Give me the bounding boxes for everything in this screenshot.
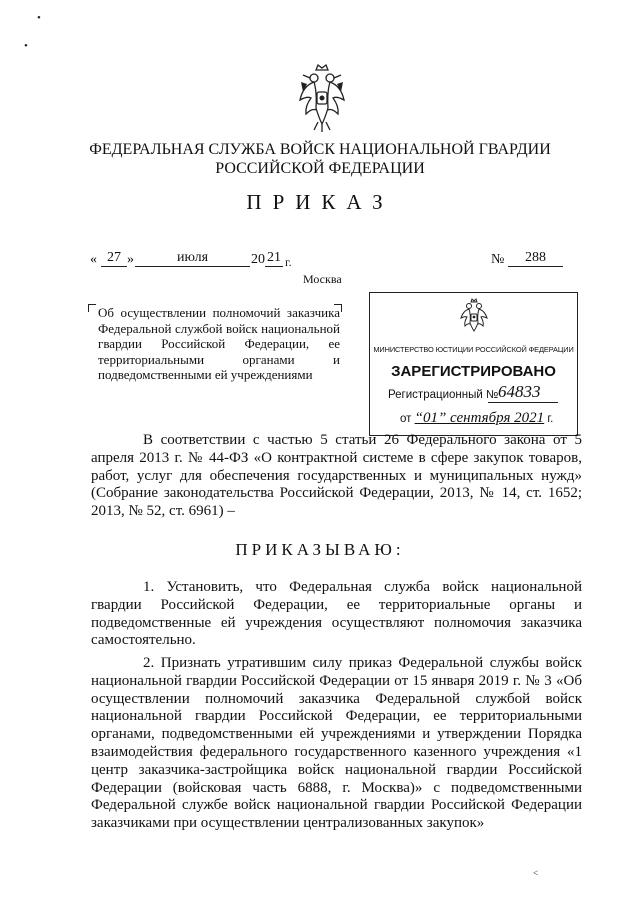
- stamp-date-suffix: г.: [547, 413, 554, 425]
- stamp-ministry: МИНИСТЕРСТВО ЮСТИЦИИ РОССИЙСКОЙ ФЕДЕРАЦИИ: [373, 345, 574, 354]
- stamp-regno-underline: [488, 402, 558, 403]
- order-item-1: 1. Установить, что Федеральная служба войск национальной гвардии Российской Федерации, ее территориальные органы и подведомственные ей учреждения осуществляют полномочия заказчика самостоятельно.: [91, 579, 582, 649]
- subject-bracket-left: [88, 304, 96, 312]
- stamp-regno-value: 64833: [498, 382, 541, 401]
- date-close-quote: »: [127, 252, 134, 267]
- double-headed-eagle-icon: [460, 298, 488, 334]
- scan-speck: ˂: [533, 868, 539, 878]
- scan-speck: •: [24, 40, 28, 52]
- scan-speck: •: [37, 12, 41, 24]
- registration-stamp: [369, 292, 578, 436]
- agency-name: [60, 140, 580, 178]
- preamble-paragraph: В соответствии с частью 5 статьи 26 Федерального закона от 5 апреля 2013 г. № 44-ФЗ «О контрактной системе в сфере закупок товаров, работ, услуг для обеспечения государственных и муниципальных нужд» (Собрание законодательства Российской Федерации, 2013, № 14, ст. 1652; 2013, № 52, ст. 6961) –: [91, 432, 582, 520]
- date-year: 21: [267, 250, 281, 265]
- stamp-regno-label: Регистрационный №: [388, 389, 499, 401]
- stamp-registered: ЗАРЕГИСТРИРОВАНО: [391, 363, 556, 380]
- order-item-2: 2. Признать утратившим силу приказ Федеральной службы войск национальной гвардии Российской Федерации от 15 января 2019 г. № 3 «Об осуществлении полномочий заказчика Федеральной службой войск национальной гвардии Российской Федерации, ее территориальными органами, подведомственными ей учреждениями и утверждении Порядка взаимодействия федерального государственного казенного учреждения «1 центр заказчика-застройщика войск национальной гвардии Российской Федерации (войсковая часть 6888, г. Москва)» с подведомственными Федеральной службе войск национальной гвардии Российской Федерации заказчиками при осуществлении централизованных закупок»: [91, 655, 582, 832]
- stamp-date-value: “01” сентября 2021: [414, 410, 545, 426]
- stamp-date-line: [400, 410, 553, 427]
- agency-line-1: ФЕДЕРАЛЬНАЯ СЛУЖБА ВОЙСК НАЦИОНАЛЬНОЙ ГВАРДИИ: [89, 141, 551, 158]
- date-day: 27: [101, 250, 127, 267]
- subject-title: Об осуществлении полномочий заказчика Федеральной службой войск национальной гвардии Российской Федерации, ее территориальными органами и подведомственными ей учреждениями: [98, 305, 340, 382]
- stamp-date-prefix: от: [400, 413, 412, 425]
- date-year-suffix: г.: [285, 255, 292, 269]
- double-headed-eagle-icon: [297, 62, 347, 134]
- date-open-quote: «: [90, 252, 97, 267]
- order-number: 288: [508, 250, 563, 267]
- city: Москва: [303, 272, 342, 286]
- order-word: ПРИКАЗЫВАЮ:: [235, 540, 405, 559]
- date-month: июля: [135, 250, 250, 267]
- date-century: 20: [251, 252, 265, 267]
- number-sign: №: [491, 252, 505, 267]
- document-type-title: ПРИКАЗ: [246, 190, 394, 214]
- agency-line-2: РОССИЙСКОЙ ФЕДЕРАЦИИ: [215, 160, 425, 177]
